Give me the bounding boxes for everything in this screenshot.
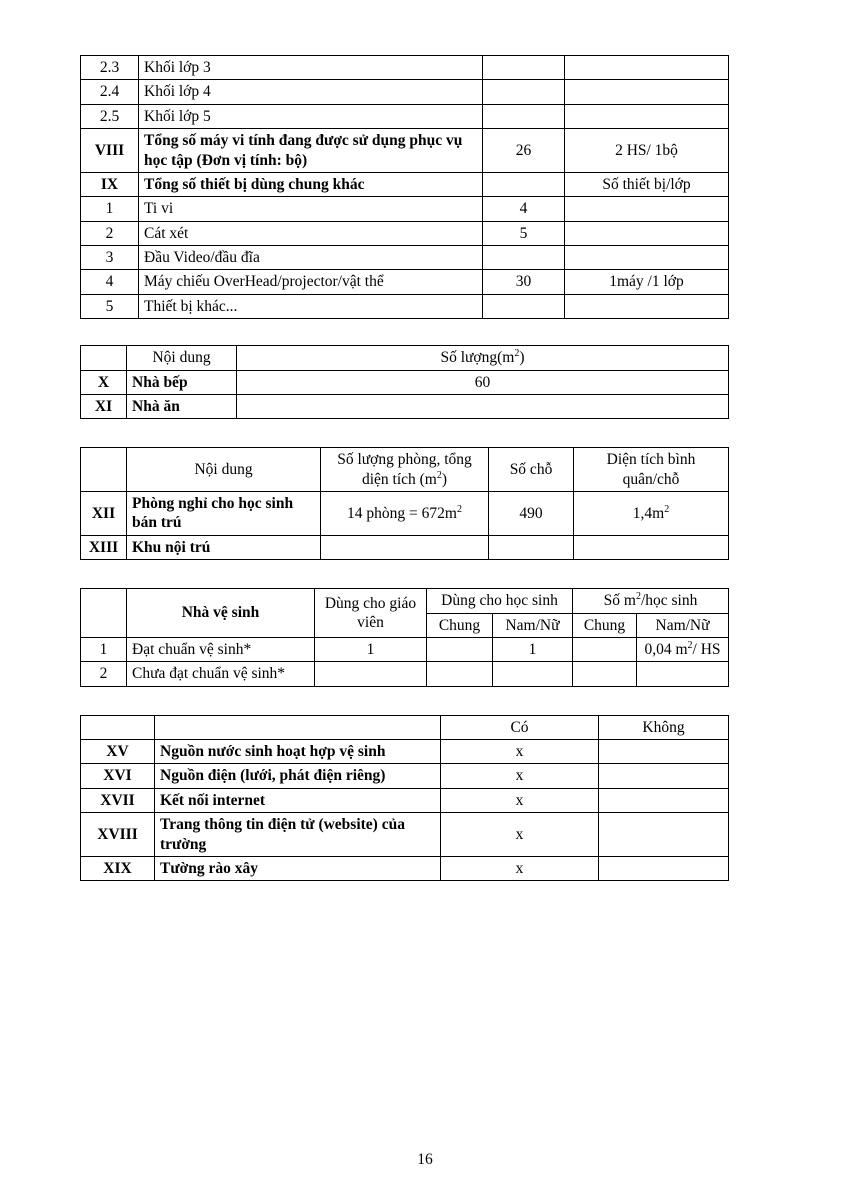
header-seats: Số chỗ <box>489 448 574 492</box>
row-area-gender <box>637 662 729 686</box>
row-quantity <box>483 294 565 318</box>
row-index: XVI <box>81 764 155 788</box>
header-content: Nội dung <box>127 346 237 370</box>
row-content: Trang thông tin điện tử (website) của trường <box>155 813 441 857</box>
row-note <box>565 246 729 270</box>
row-quantity <box>237 394 729 418</box>
header-teacher-use: Dùng cho giáo viên <box>315 589 427 638</box>
header-content: Nội dung <box>127 448 321 492</box>
row-area-shared <box>573 637 637 661</box>
row-content: Khối lớp 3 <box>139 56 483 80</box>
row-no <box>599 764 729 788</box>
header-title: Nhà vệ sinh <box>127 589 315 638</box>
page-number: 16 <box>417 1151 433 1168</box>
table-row <box>81 662 729 686</box>
row-quantity: 5 <box>483 221 565 245</box>
row-index: 3 <box>81 246 139 270</box>
row-content: Nguồn điện (lưới, phát điện riêng) <box>155 764 441 788</box>
row-note <box>565 294 729 318</box>
row-index: XIII <box>81 535 127 559</box>
row-quantity <box>483 246 565 270</box>
row-index: XV <box>81 740 155 764</box>
table-row <box>81 129 729 173</box>
row-content: Nguồn nước sinh hoạt hợp vệ sinh <box>155 740 441 764</box>
row-student-shared <box>427 662 493 686</box>
row-note: 2 HS/ 1bộ <box>565 129 729 173</box>
row-quantity <box>483 80 565 104</box>
row-index: 2.3 <box>81 56 139 80</box>
header-quantity: Số $lượng(m^2)$ <box>237 346 729 370</box>
row-index: VIII <box>81 129 139 173</box>
row-content: Khối lớp 4 <box>139 80 483 104</box>
header-index <box>81 715 155 739</box>
header-room-count: Số lượng phòng, tổng diện tích $(m^2)$ <box>321 448 489 492</box>
row-no <box>599 740 729 764</box>
row-yes: x <box>441 788 599 812</box>
row-index: 2.4 <box>81 80 139 104</box>
table-row <box>81 788 729 812</box>
row-student-shared <box>427 637 493 661</box>
row-index: 2 <box>81 662 127 686</box>
row-note <box>565 197 729 221</box>
subheader-area-gender: Nam/Nữ <box>637 613 729 637</box>
row-quantity <box>483 172 565 196</box>
row-room-count: 14 phòng = $672m^2$ <box>321 492 489 536</box>
row-no <box>599 813 729 857</box>
row-no <box>599 856 729 880</box>
header-no: Không <box>599 715 729 739</box>
row-room-count <box>321 535 489 559</box>
row-index: 2 <box>81 221 139 245</box>
table-row <box>81 535 729 559</box>
row-index: XVIII <box>81 813 155 857</box>
row-quantity: 26 <box>483 129 565 173</box>
table-row <box>81 637 729 661</box>
row-content: Tổng số máy vi tính đang được sử dụng phục vụ học tập (Đơn vị tính: bộ) <box>139 129 483 173</box>
row-quantity: 30 <box>483 270 565 294</box>
row-content: Đầu Video/đầu đĩa <box>139 246 483 270</box>
subheader-area-shared: Chung <box>573 613 637 637</box>
row-content: Nhà bếp <box>127 370 237 394</box>
table-row <box>81 370 729 394</box>
table-header-row <box>81 715 729 739</box>
row-teacher: 1 <box>315 637 427 661</box>
table-row <box>81 172 729 196</box>
row-index: 1 <box>81 197 139 221</box>
row-note: 1máy /1 lớp <box>565 270 729 294</box>
row-index: XVII <box>81 788 155 812</box>
row-content: Nhà ăn <box>127 394 237 418</box>
row-area-per-seat <box>574 535 729 559</box>
table-row <box>81 394 729 418</box>
row-seats: 490 <box>489 492 574 536</box>
row-quantity: 60 <box>237 370 729 394</box>
header-index <box>81 346 127 370</box>
row-student-gender <box>493 662 573 686</box>
table-row <box>81 856 729 880</box>
row-note: Số thiết bị/lớp <box>565 172 729 196</box>
row-content: Chưa đạt chuẩn vệ sinh* <box>127 662 315 686</box>
row-note <box>565 104 729 128</box>
row-index: IX <box>81 172 139 196</box>
row-teacher <box>315 662 427 686</box>
row-no <box>599 788 729 812</box>
table-row <box>81 740 729 764</box>
header-content <box>155 715 441 739</box>
row-content: Khối lớp 5 <box>139 104 483 128</box>
table-row <box>81 197 729 221</box>
row-note <box>565 221 729 245</box>
row-index: X <box>81 370 127 394</box>
row-note <box>565 56 729 80</box>
table-header-row <box>81 589 729 613</box>
row-content: Phòng nghỉ cho học sinh bán trú <box>127 492 321 536</box>
row-quantity: 4 <box>483 197 565 221</box>
row-index: XIX <box>81 856 155 880</box>
table-row <box>81 492 729 536</box>
table-row <box>81 764 729 788</box>
row-quantity <box>483 104 565 128</box>
row-yes: x <box>441 813 599 857</box>
table-kitchen <box>80 345 729 419</box>
table-equipment <box>80 55 729 319</box>
row-yes: x <box>441 740 599 764</box>
row-content: Kết nối internet <box>155 788 441 812</box>
row-index: 2.5 <box>81 104 139 128</box>
table-dorm <box>80 447 729 560</box>
table-row <box>81 270 729 294</box>
row-yes: x <box>441 764 599 788</box>
header-area-per-seat: Diện tích bình quân/chỗ <box>574 448 729 492</box>
table-row <box>81 80 729 104</box>
row-index: 1 <box>81 637 127 661</box>
row-area-per-seat: $1,4m^2$ <box>574 492 729 536</box>
row-content: Tổng số thiết bị dùng chung khác <box>139 172 483 196</box>
row-seats <box>489 535 574 559</box>
row-index: 4 <box>81 270 139 294</box>
row-index: XI <box>81 394 127 418</box>
row-content: Cát xét <box>139 221 483 245</box>
table-toilet <box>80 588 729 687</box>
row-quantity <box>483 56 565 80</box>
row-content: Ti vi <box>139 197 483 221</box>
header-index <box>81 448 127 492</box>
row-yes: x <box>441 856 599 880</box>
row-area-gender: 0,04 $m^2/$ HS <box>637 637 729 661</box>
header-yes: Có <box>441 715 599 739</box>
row-index: 5 <box>81 294 139 318</box>
row-note <box>565 80 729 104</box>
table-header-row <box>81 448 729 492</box>
row-area-shared <box>573 662 637 686</box>
row-content: Khu nội trú <box>127 535 321 559</box>
header-student-use: Dùng cho học sinh <box>427 589 573 613</box>
row-content: Đạt chuẩn vệ sinh* <box>127 637 315 661</box>
table-row <box>81 813 729 857</box>
row-content: Tường rào xây <box>155 856 441 880</box>
table-row <box>81 56 729 80</box>
subheader-student-shared: Chung <box>427 613 493 637</box>
row-index: XII <box>81 492 127 536</box>
subheader-student-gender: Nam/Nữ <box>493 613 573 637</box>
row-student-gender: 1 <box>493 637 573 661</box>
header-index <box>81 589 127 638</box>
table-row <box>81 104 729 128</box>
table-row <box>81 246 729 270</box>
row-content: Thiết bị khác... <box>139 294 483 318</box>
table-header-row <box>81 346 729 370</box>
header-area-per-student: Số $m^2$/học sinh <box>573 589 729 613</box>
table-utilities <box>80 715 729 882</box>
table-row <box>81 221 729 245</box>
table-row <box>81 294 729 318</box>
row-content: Máy chiếu OverHead/projector/vật thể <box>139 270 483 294</box>
